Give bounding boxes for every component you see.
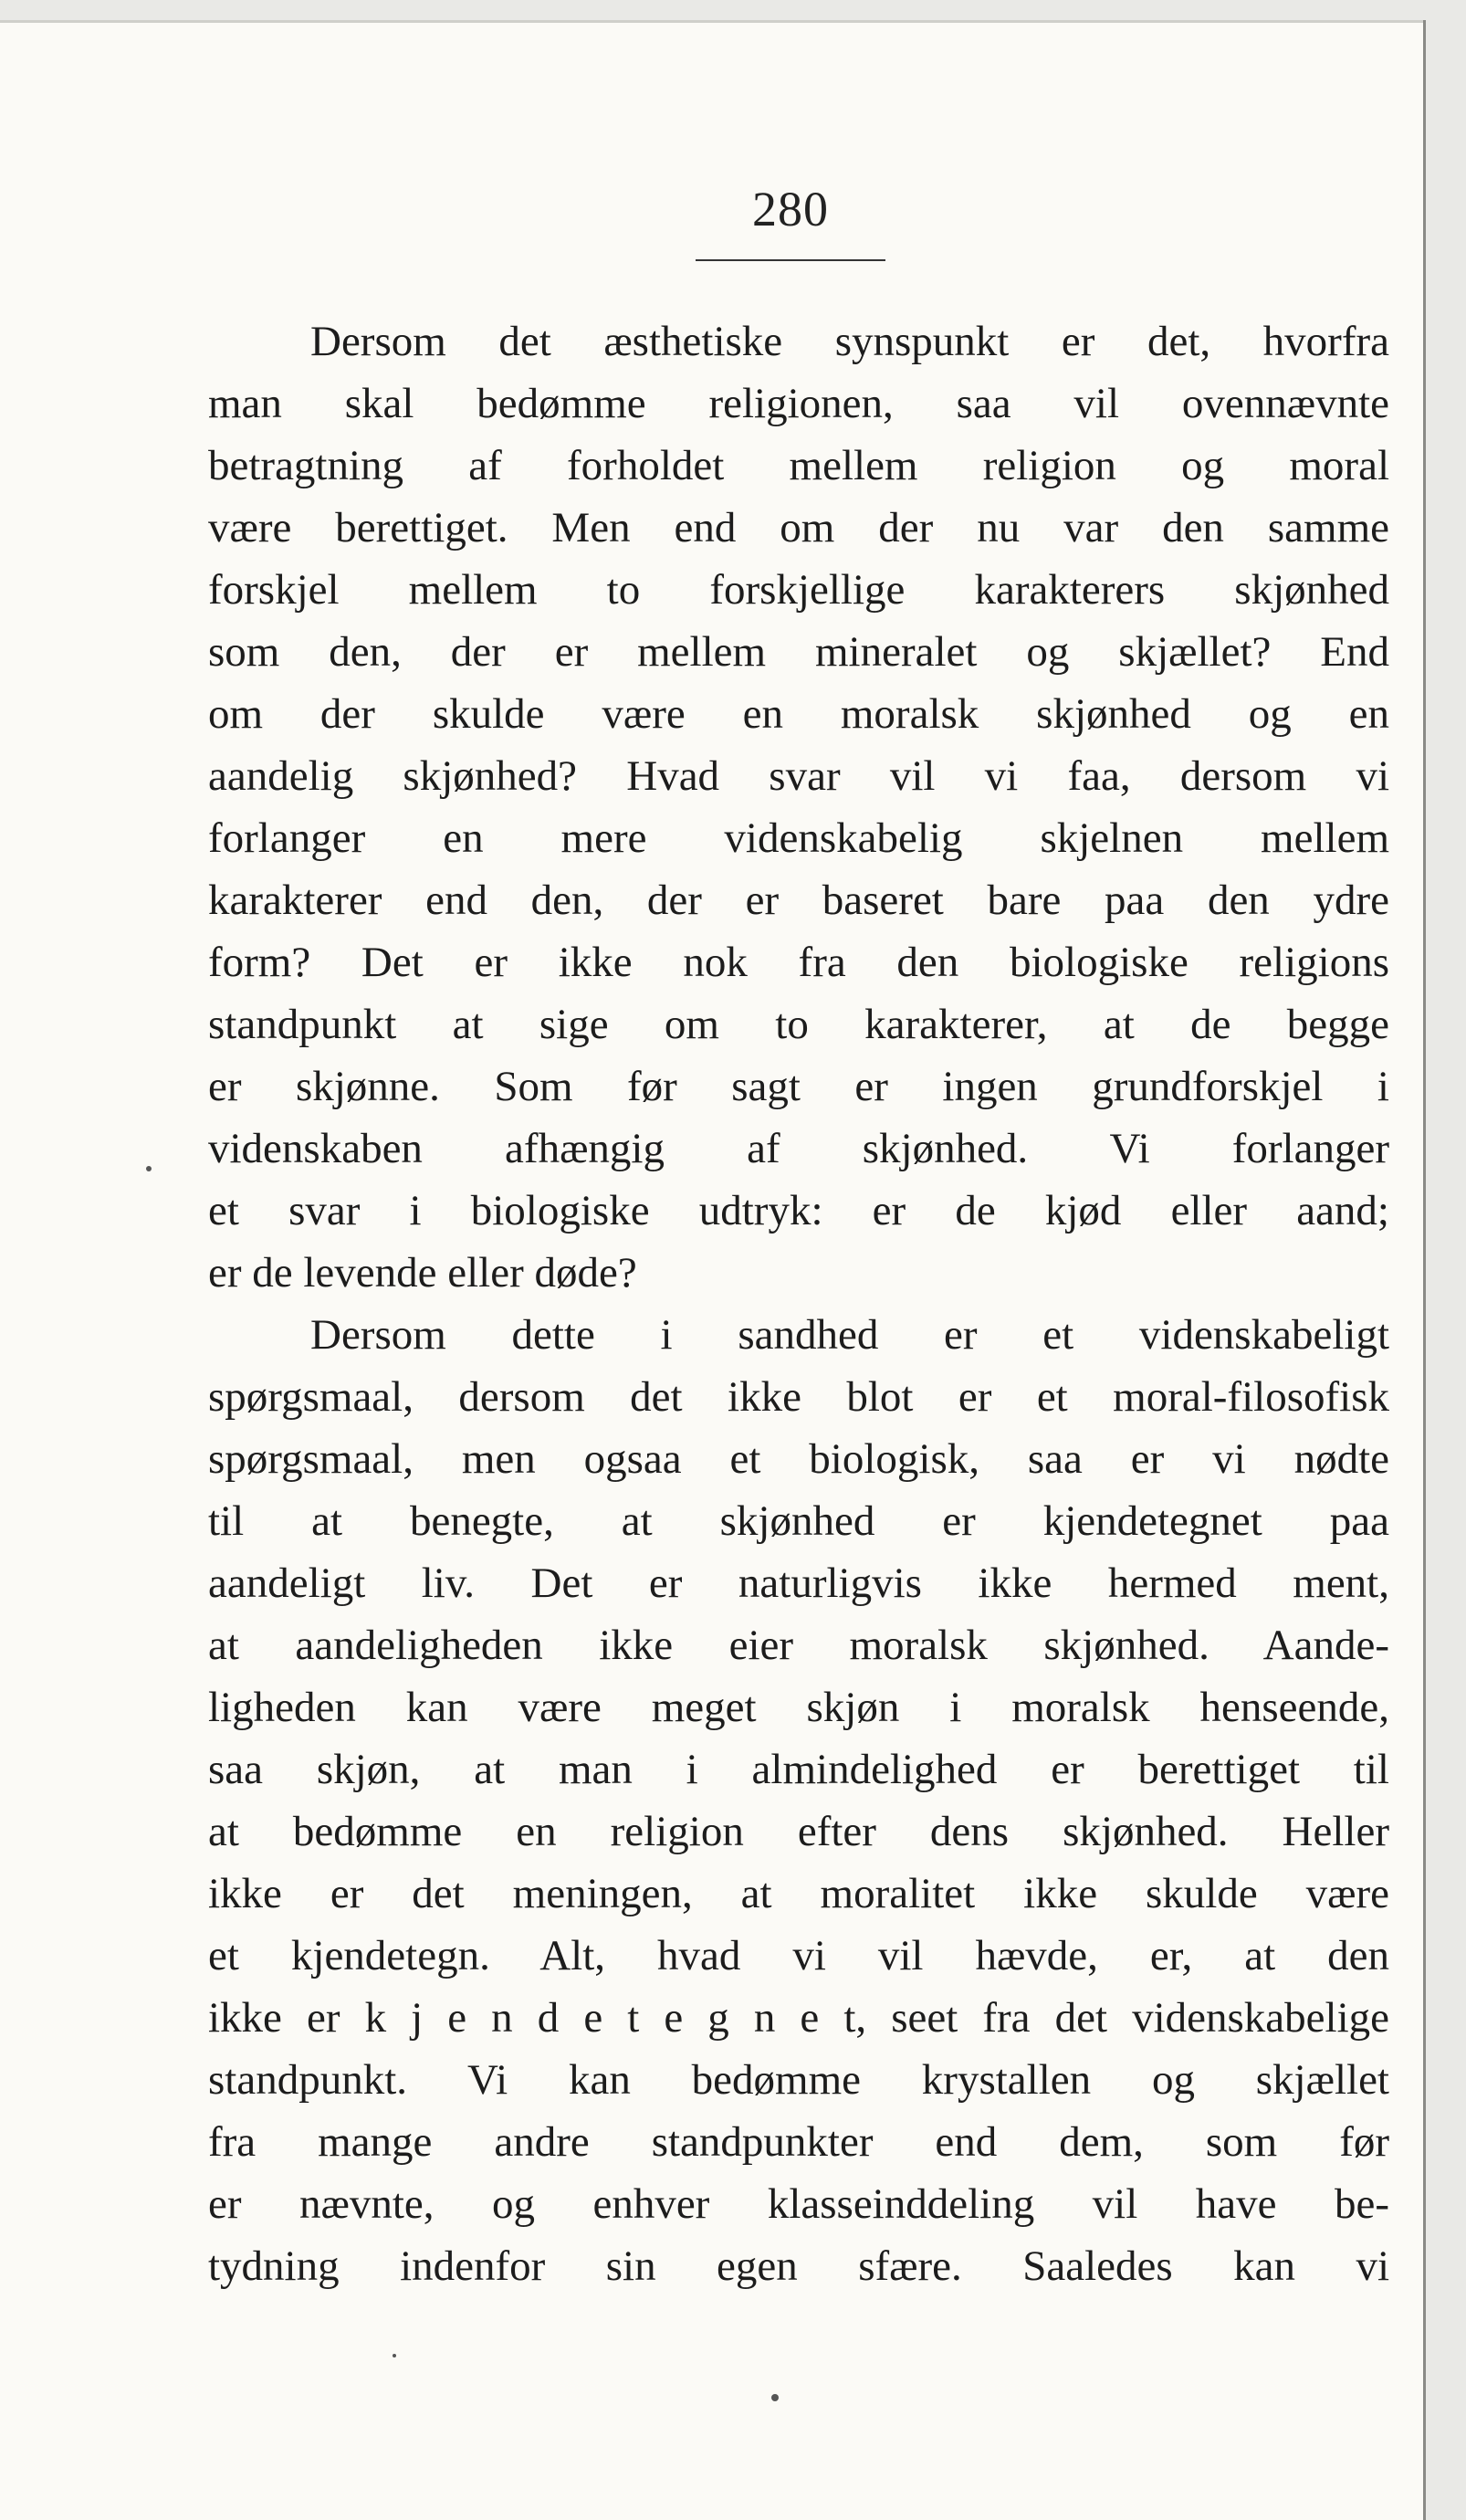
paper-speck (146, 1166, 152, 1171)
paper-speck (393, 2354, 396, 2357)
text-line: spørgsmaal, men ogsaa et biologisk, saa er vi nødte (208, 1435, 1389, 1483)
text-line: som den, der er mellem mineralet og skjællet? End (208, 628, 1389, 676)
text-line: forlanger en mere videnskabelig skjelnen mellem (208, 814, 1389, 862)
text-line: ligheden kan være meget skjøn i moralsk henseende, (208, 1684, 1389, 1731)
text-line: videnskaben afhængig af skjønhed. Vi forlanger (208, 1125, 1389, 1172)
text-line: et svar i biologiske udtryk: er de kjød eller aand; (208, 1187, 1389, 1234)
text-line: tydning indenfor sin egen sfære. Saaledes kan vi (208, 2242, 1389, 2290)
body-text (208, 310, 1389, 2297)
paragraph-2 (208, 1304, 1389, 2297)
book-page (0, 20, 1426, 2520)
text-line: betragtning af forholdet mellem religion og moral (208, 442, 1389, 489)
text-line: fra mange andre standpunkter end dem, som før (208, 2118, 1389, 2166)
paper-speck (771, 2394, 779, 2401)
text-line: til at benegte, at skjønhed er kjendetegnet paa (208, 1497, 1389, 1545)
text-line: standpunkt at sige om to karakterer, at de begge (208, 1001, 1389, 1048)
text-line: Dersom det æsthetiske synspunkt er det, hvorfra (310, 318, 1389, 365)
text-line: er de levende eller døde? (208, 1249, 637, 1297)
page-number-rule (696, 259, 885, 261)
text-line: være berettiget. Men end om der nu var den samme (208, 504, 1389, 551)
page-number: 280 (752, 182, 829, 236)
text-line: at bedømme en religion efter dens skjønhed. Heller (208, 1808, 1389, 1855)
text-line: man skal bedømme religionen, saa vil ovennævnte (208, 380, 1389, 427)
text-line: om der skulde være en moralsk skjønhed og en (208, 690, 1389, 738)
text-line: form? Det er ikke nok fra den biologiske religions (208, 939, 1389, 986)
text-line: ikke er k j e n d e t e g n e t, seet fra det videnskabelige (208, 1994, 1389, 2042)
paragraph-1 (208, 310, 1389, 1304)
text-line: spørgsmaal, dersom det ikke blot er et moral-filosofisk (208, 1373, 1389, 1421)
text-line: er skjønne. Som før sagt er ingen grundforskjel i (208, 1063, 1389, 1110)
text-line: aandeligt liv. Det er naturligvis ikke hermed ment, (208, 1559, 1389, 1607)
text-line: at aandeligheden ikke eier moralsk skjønhed. Aande- (208, 1622, 1389, 1669)
text-line: saa skjøn, at man i almindelighed er berettiget til (208, 1746, 1389, 1793)
text-line: karakterer end den, der er baseret bare paa den ydre (208, 877, 1389, 924)
text-line: et kjendetegn. Alt, hvad vi vil hævde, er, at den (208, 1932, 1389, 1979)
text-line: standpunkt. Vi kan bedømme krystallen og skjællet (208, 2056, 1389, 2104)
text-line: er nævnte, og enhver klasseinddeling vil have be- (208, 2180, 1389, 2228)
text-line: aandelig skjønhed? Hvad svar vil vi faa, dersom vi (208, 752, 1389, 800)
text-line: forskjel mellem to forskjellige karakterers skjønhed (208, 566, 1389, 614)
text-line: Dersom dette i sandhed er et videnskabeligt (310, 1311, 1389, 1359)
text-line: ikke er det meningen, at moralitet ikke skulde være (208, 1870, 1389, 1917)
